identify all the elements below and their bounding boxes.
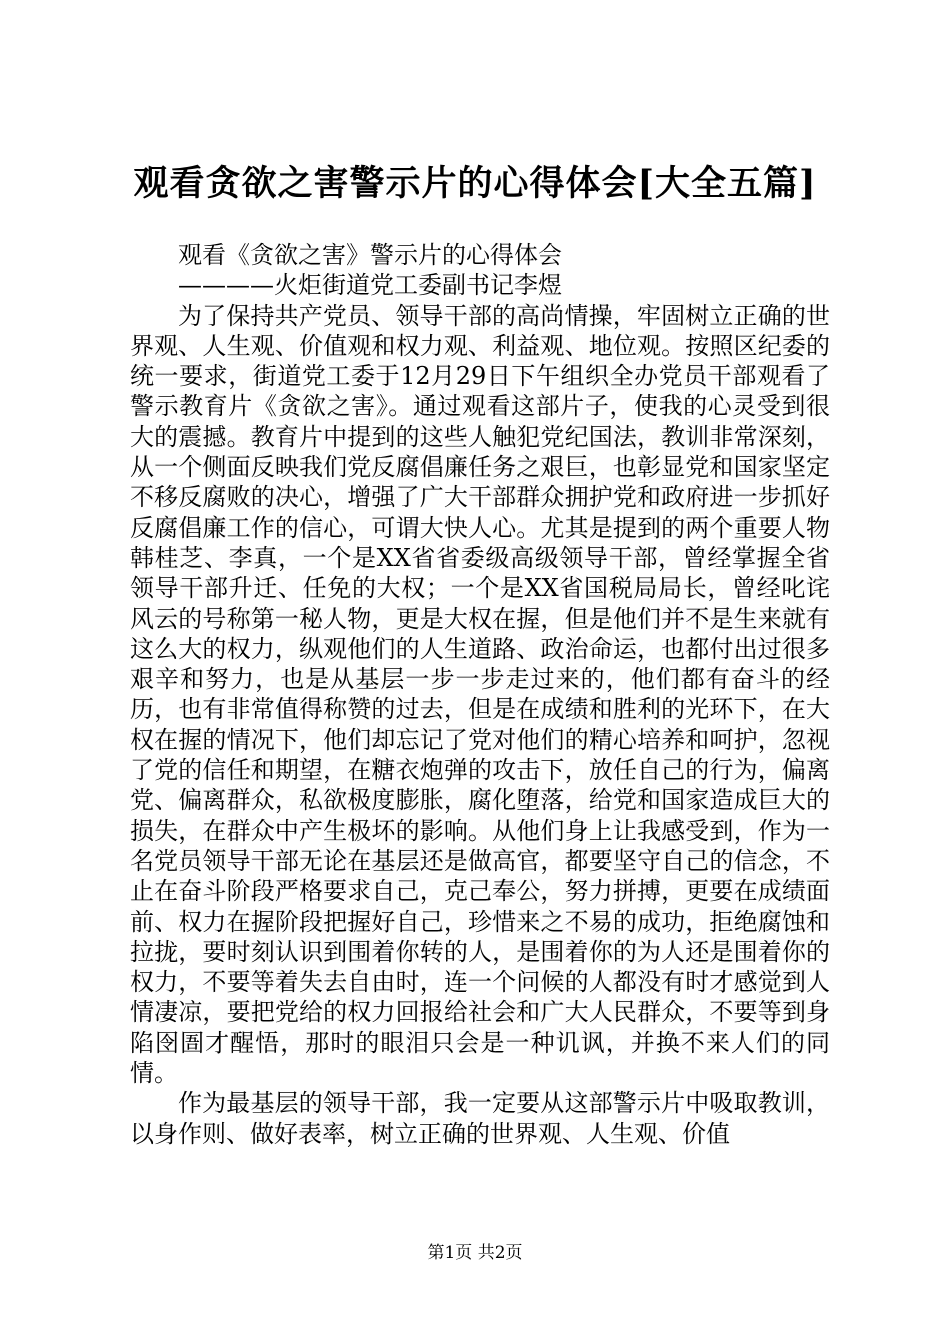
document-title: 观看贪欲之害警示片的心得体会[大全五篇] (133, 163, 817, 204)
page-footer: 第1页 共2页 (427, 1243, 523, 1263)
author-line: ————火炬街道党工委副书记李煜 (178, 271, 562, 300)
subtitle-line: 观看《贪欲之害》警示片的心得体会 (178, 241, 562, 269)
document-body (130, 240, 830, 1149)
body-paragraph: 为了保持共产党员、领导干部的高尚情操，牢固树立正确的世界观、人生观、价值观和权力观、利益观、地位观。按照区纪委的统一要求，街道党工委于12月29日下午组织全办党员干部观看了警示教育片《贪欲之害》。通过观看这部片子，使我的心灵受到很大的震撼。教育片中提到的这些人触犯党纪国法，教训非常深刻，从一个侧面反映我们党反腐倡廉任务之艰巨，也彰显党和国家坚定不移反腐败的决心，增强了广大干部群众拥护党和政府进一步抓好反腐倡廉工作的信心，可谓大快人心。尤其是提到的两个重要人物韩桂芝、李真，一个是XX省省委级高级领导干部，曾经掌握全省领导干部升迁、任免的大权；一个是XX省国税局局长，曾经叱诧风云的号称第一秘人物，更是大权在握，但是他们并不是生来就有这么大的权力，纵观他们的人生道路、政治命运，也都付出过很多艰辛和努力，也是从基层一步一步走过来的，他们都有奋斗的经历，也有非常值得称赞的过去，但是在成绩和胜利的光环下，在大权在握的情况下，他们却忘记了党对他们的精心培养和呵护，忽视了党的信任和期望，在糖衣炮弹的攻击下，放任自己的行为，偏离党、偏离群众，私欲极度膨胀，腐化堕落，给党和国家造成巨大的损失，在群众中产生极坏的影响。从他们身上让我感受到，作为一名党员领导干部无论在基层还是做高官，都要坚守自己的信念，不止在奋斗阶段严格要求自己，克己奉公，努力拼搏，更要在成绩面前、权力在握阶段把握好自己，珍惜来之不易的成功，拒绝腐蚀和拉拢，要时刻认识到围着你转的人，是围着你的为人还是围着你的权力，不要等着失去自由时，连一个问候的人都没有时才感觉到人情凄凉，要把党给的权力回报给社会和广大人民群众，不要等到身陷囹圄才醒悟，那时的眼泪只会是一种讥讽，并换不来人们的同情。 (130, 301, 830, 1088)
body-paragraph: 作为最基层的领导干部，我一定要从这部警示片中吸取教训，以身作则、做好表率，树立正确的世界观、人生观、价值 (130, 1089, 830, 1148)
